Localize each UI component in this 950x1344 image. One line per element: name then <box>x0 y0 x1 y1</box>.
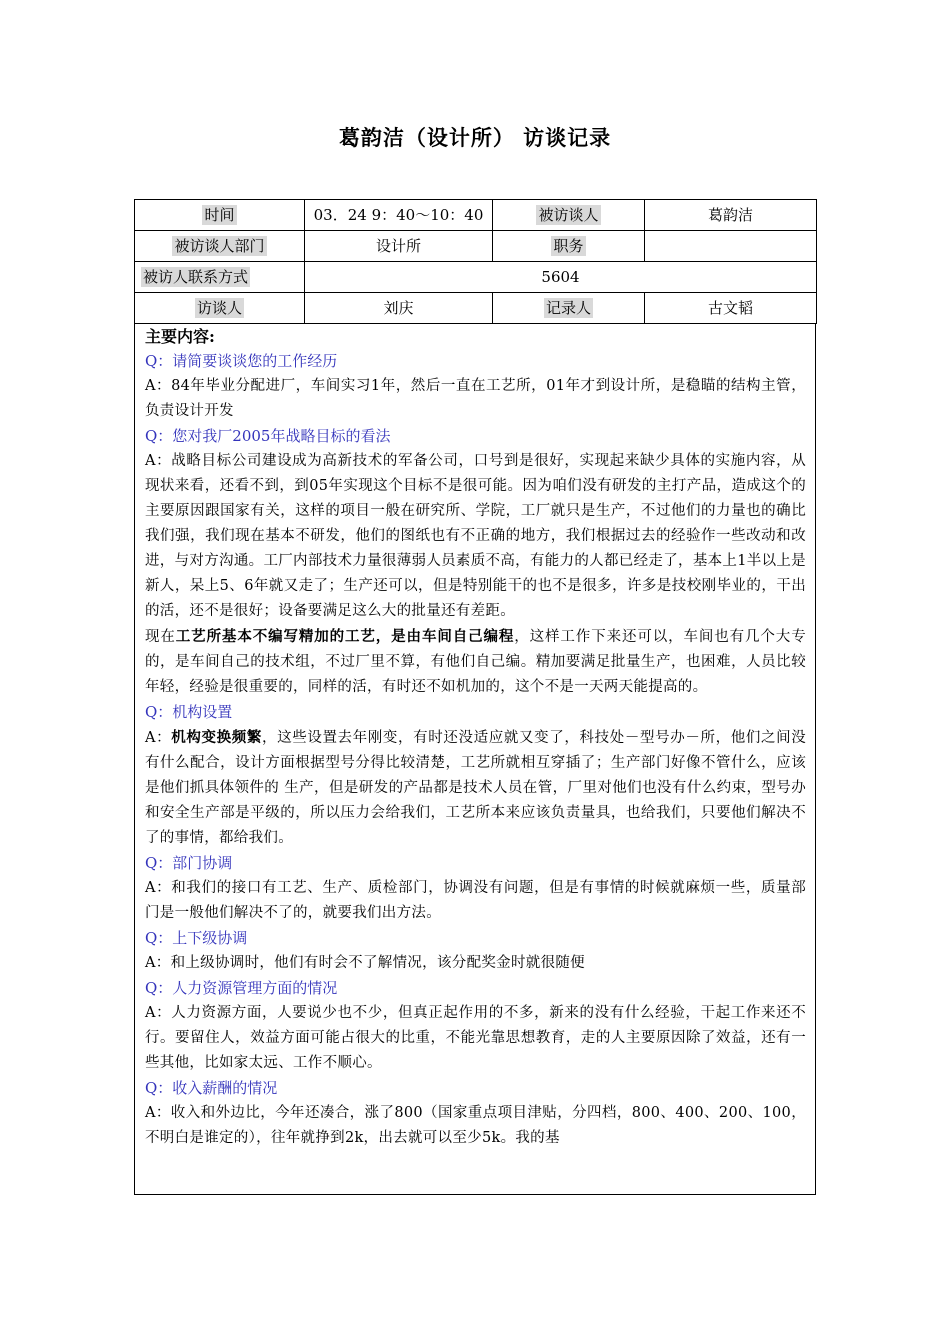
main-content <box>134 323 816 1195</box>
question-5: Q：上下级协调 <box>145 929 248 947</box>
answer-3-prefix: A： <box>145 730 172 746</box>
time-label-cell <box>135 200 305 231</box>
content-heading: 主要内容: <box>145 327 215 346</box>
contact-label: 被访人联系方式 <box>143 268 249 286</box>
answer-1: A：84年毕业分配进厂，车间实习1年，然后一直在工艺所，01年才到设计所，是稳瞄的结构主管，负责设计开发 <box>145 378 806 419</box>
question-7: Q：收入薪酬的情况 <box>145 1079 278 1097</box>
position-value <box>645 231 817 262</box>
answer-6: A：人力资源方面，人要说少也不少，但真正起作用的不多，新来的没有什么经验，干起工作来还不行。要留住人，效益方面可能占很大的比重，不能光靠思想教育，走的人主要原因除了效益，还有一些其他，比如家太远、工作不顺心。 <box>145 1005 806 1071</box>
time-value: 03．24 9：40～10：40 <box>305 200 493 231</box>
interviewer-label-cell <box>135 293 305 324</box>
question-6: Q：人力资源管理方面的情况 <box>145 979 338 997</box>
question-3: Q：机构设置 <box>145 703 233 721</box>
interviewee-value: 葛韵洁 <box>645 200 817 231</box>
table-row <box>135 200 817 231</box>
dept-value: 设计所 <box>305 231 493 262</box>
answer-2: A：战略目标公司建设成为高新技术的军备公司，口号到是很好，实现起来缺少具体的实施内容，从现状来看，还看不到，到05年实现这个目标不是很可能。因为咱们没有研发的主打产品，造成这个的主要原因跟国家有关，这样的项目一般在研究所、学院，工厂就只是生产，不过他们的力量也的确比我们强，我们现在基本不研发，他们的图纸也有不正确的地方，我们根据过去的经验作一些改动和改进，与对方沟通。工厂内部技术力量很薄弱人员素质不高，有能力的人都已经走了，基本上1半以上是新人，呆上5、6年就又走了；生产还可以，但是特别能干的也不是很多，许多是技校刚毕业的，干出 的活，还不是很好；设备要满足这么大的批量还有差距。 <box>145 453 806 619</box>
answer-2b-bold-text: 工艺所基本不编写精加的工艺，是由车间自己编程 <box>175 628 515 645</box>
recorder-label: 记录人 <box>545 299 591 317</box>
dept-label: 被访谈人部门 <box>174 237 265 255</box>
interviewer-value: 刘庆 <box>305 293 493 324</box>
answer-3-text: ，这些设置去年刚变，有时还没适应就又变了，科技处－型号办－所，他们之间没有什么配合，设计方面根据型号分得比较清楚，工艺所就相互穿插了；生产部门好像不管什么，应该是他们抓具体领件的 生产，但是研发的产品都是技术人员在管，厂里对他们也没有什么约束，型号办和安全生产部是平级的，所以压力会给我们，工艺所本来应该负责量具，也给我们，只要他们解决不了的事情，都给我们。 <box>145 730 806 846</box>
answer-5: A：和上级协调时，他们有时会不了解情况，该分配奖金时就很随便 <box>145 955 585 971</box>
table-row <box>135 262 817 293</box>
contact-label-cell <box>135 262 305 293</box>
answer-2b-text: 现在 <box>145 629 176 645</box>
dept-label-cell <box>135 231 305 262</box>
recorder-value: 古文韬 <box>645 293 817 324</box>
interviewee-label: 被访谈人 <box>538 206 599 224</box>
position-label-cell <box>493 231 645 262</box>
answer-4: A：和我们的接口有工艺、生产、质检部门，协调没有问题，但是有事情的时候就麻烦一些，质量部门是一般他们解决不了的，就要我们出方法。 <box>145 880 806 921</box>
question-4: Q：部门协调 <box>145 854 233 872</box>
table-row <box>135 293 817 324</box>
answer-7: A：收入和外边比，今年还凑合，涨了800（国家重点项目津贴，分四档，800、400、200、100，不明白是谁定的），往年就挣到2k，出去就可以至少5k。我的基 <box>145 1105 806 1146</box>
question-1: Q：请简要谈谈您的工作经历 <box>145 352 338 370</box>
answer-3-bold-text: 机构变换频繁 <box>171 729 262 746</box>
time-label: 时间 <box>204 206 235 224</box>
info-table <box>134 199 817 324</box>
answer-2-continued <box>145 624 806 700</box>
interviewer-label: 访谈人 <box>196 299 242 317</box>
answer-3 <box>145 725 806 851</box>
question-2: Q：您对我厂2005年战略目标的看法 <box>145 427 391 445</box>
interviewee-label-cell <box>493 200 645 231</box>
position-label: 职务 <box>553 237 584 255</box>
contact-value: 5604 <box>305 262 817 293</box>
page-title: 葛韵洁（设计所） 访谈记录 <box>338 125 612 150</box>
answer-2b-text-tail: ，这样工作下来还可以，车间也有几个大专的，是车间自己的技术组，不过厂里不算，有他们自己编。精加要满足批量生产，也困难，人员比较年轻，经验是很重要的，同样的活，有时还不如机加的，这个不是一天两天能提高的。 <box>145 629 806 695</box>
table-row <box>135 231 817 262</box>
recorder-label-cell <box>493 293 645 324</box>
